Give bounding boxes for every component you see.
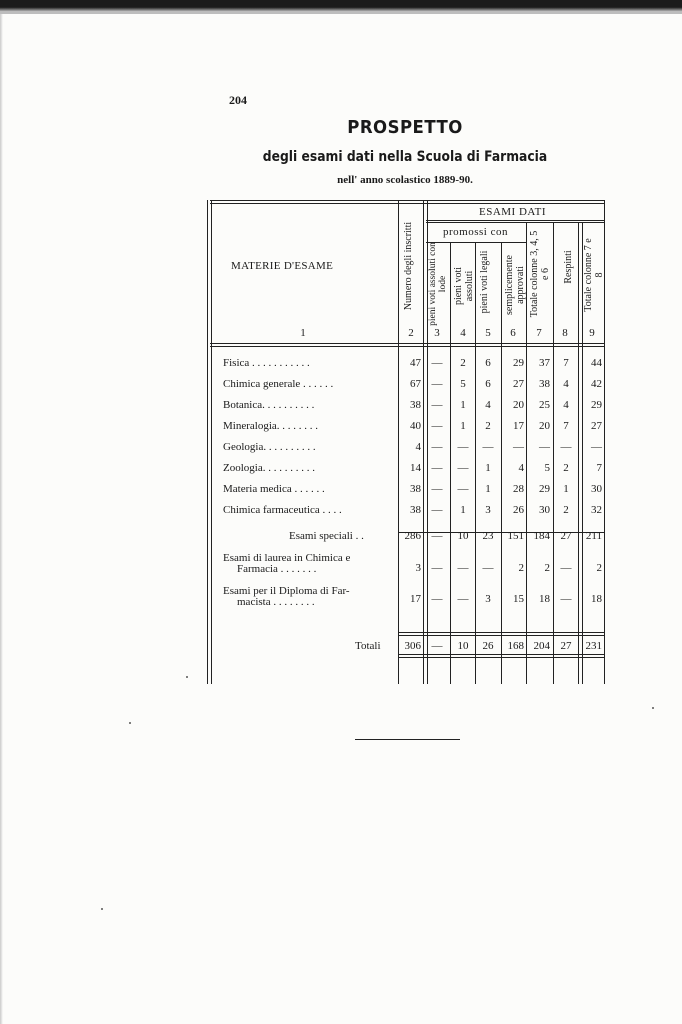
cell-approvati: 26 [513,504,524,516]
closing-rule [355,739,460,740]
cell-legali: 6 [485,357,491,369]
cell-tot: 25 [539,399,550,411]
cell-assoluti: 1 [460,504,466,516]
header-esami-dati: ESAMI DATI [479,206,547,218]
cell-tot: 30 [539,504,550,516]
cell-respinti: 4 [563,378,569,390]
header-approvati [504,246,526,324]
cell-lode: — [431,357,443,369]
cell-lode: — [431,378,443,390]
colnum-7: 7 [536,327,542,339]
cell-iscritti: 4 [415,441,421,453]
header-rule-esami-2 [426,222,604,223]
cell-assoluti: 1 [460,420,466,432]
cell-assoluti: — [457,562,469,574]
cell-approvati: — [513,441,524,453]
cell-legali: 6 [485,378,491,390]
cell-tot: 38 [539,378,550,390]
colnum-6: 6 [510,327,516,339]
cell-legali: 26 [482,640,494,652]
header-assoluti-text: pieni voti assoluti [453,266,475,306]
scan-speck [186,676,188,678]
cell-iscritti: 38 [410,483,421,495]
cell-approvati: 20 [513,399,524,411]
row-label: Botanica. . . . . . . . . . [223,399,315,411]
header-lode [428,242,448,326]
cell-approvati: 27 [513,378,524,390]
cell-iscritti: 14 [410,462,421,474]
cell-assoluti: — [457,483,469,495]
cell-respinti: 2 [563,504,569,516]
cell-tot2: 211 [585,530,602,542]
cell-assoluti: 1 [460,399,466,411]
cell-lode: — [431,593,443,605]
cell-iscritti: 306 [404,640,421,652]
cell-legali: 3 [485,504,491,516]
page-title: PROSPETTO [347,117,463,138]
cell-tot: 18 [539,593,550,605]
cell-lode: — [431,504,443,516]
cell-assoluti: — [457,441,469,453]
cell-respinti: — [560,593,572,605]
cell-legali: 2 [485,420,491,432]
header-totale-78-text: Totale colonne 7 e 8 [583,238,605,312]
cell-tot: 20 [539,420,550,432]
scan-left-edge [0,14,3,1024]
colnum-4: 4 [460,327,466,339]
cell-approvati: 28 [513,483,524,495]
colnum-5: 5 [485,327,491,339]
cell-assoluti: 2 [460,357,466,369]
cell-respinti: 1 [563,483,569,495]
cell-tot: 29 [539,483,550,495]
scan-top-edge [0,0,682,12]
scan-speck [129,722,131,724]
cell-tot2: 29 [591,399,602,411]
row-label: macista . . . . . . . . [237,596,315,608]
header-iscritti: Numero degli inscritti [403,221,414,311]
cell-tot2: — [591,441,602,453]
table-top-border-inner [210,203,605,204]
cell-assoluti: — [457,462,469,474]
colnum-3: 3 [434,327,440,339]
cell-tot: 2 [544,562,550,574]
row-label: Zoologia. . . . . . . . . . [223,462,315,474]
row-label: Chimica farmaceutica . . . . [223,504,342,516]
cell-tot: 204 [533,640,550,652]
cell-tot2: 2 [596,562,602,574]
cell-lode: — [431,441,443,453]
row-label: Materia medica . . . . . . [223,483,325,495]
row-label: Mineralogia. . . . . . . . [223,420,319,432]
cell-assoluti: 5 [460,378,466,390]
cell-tot2: 32 [591,504,602,516]
cell-respinti: — [560,562,572,574]
header-legali-text: pieni voti legali [479,250,490,314]
page-subtitle: degli esami dati nella Scuola di Farmacia [262,149,548,165]
school-year: nell' anno scolastico 1889-90. [337,174,473,186]
cell-respinti: — [560,441,572,453]
cell-approvati: 17 [513,420,524,432]
cell-tot: 184 [533,530,550,542]
header-rule-esami [426,220,604,221]
header-approvati-text: semplicemente approvati [504,255,526,315]
cell-assoluti: — [457,593,469,605]
cell-tot2: 42 [591,378,602,390]
cell-approvati: 29 [513,357,524,369]
cell-respinti: 4 [563,399,569,411]
cell-lode: — [431,562,443,574]
header-lode-text: pieni voti assoluti con lode [428,242,448,326]
page-number: 204 [229,93,247,107]
cell-iscritti: 67 [410,378,421,390]
cell-approvati: 168 [507,640,524,652]
cell-assoluti: 10 [457,530,469,542]
cell-respinti: 2 [563,462,569,474]
cell-tot: 5 [544,462,550,474]
cell-legali: 3 [485,593,491,605]
col-sep-7 [553,222,554,684]
cell-legali: 4 [485,399,491,411]
scan-speck [652,707,654,709]
cell-legali: — [482,441,494,453]
header-legali [479,246,490,318]
header-bottom-rule [210,343,604,347]
scan-speck [101,908,103,910]
cell-tot2: 231 [585,640,602,652]
row-label: Esami speciali . . [289,530,364,542]
colnum-8: 8 [562,327,568,339]
colnum-2: 2 [408,327,414,339]
header-totale-3456 [529,228,551,320]
header-assoluti [453,252,475,320]
scan-top-edge-line [0,12,682,14]
totali-bottom-rule [398,654,604,658]
cell-respinti: 7 [563,357,569,369]
row-label: Chimica generale . . . . . . [223,378,334,390]
row-label: Totali [355,640,381,652]
header-totale-78 [583,236,605,314]
header-totale-3456-text: Totale colonne 3, 4, 5 e 6 [529,230,551,318]
colnum-9: 9 [589,327,595,339]
col-sep-6 [526,222,527,684]
cell-iscritti: 40 [410,420,421,432]
cell-lode: — [431,483,443,495]
cell-legali: — [482,562,494,574]
cell-respinti: 27 [560,530,572,542]
cell-approvati: 15 [513,593,524,605]
cell-lode: — [431,420,443,432]
row-label: Esami di laurea in Chimica e [223,552,351,564]
cell-tot: 37 [539,357,550,369]
row-label: Fisica . . . . . . . . . . . [223,357,310,369]
row-label: Geologia. . . . . . . . . . [223,441,316,453]
colnum-1: 1 [300,327,306,339]
cell-respinti: 27 [560,640,572,652]
totali-top-rule [398,632,604,636]
cell-legali: 1 [485,483,491,495]
cell-iscritti: 38 [410,399,421,411]
cell-assoluti: 10 [457,640,469,652]
row-label: Esami per il Diploma di Far- [223,585,350,597]
cell-tot2: 7 [596,462,602,474]
cell-tot2: 27 [591,420,602,432]
cell-iscritti: 3 [415,562,421,574]
cell-legali: 23 [482,530,494,542]
cell-tot2: 44 [591,357,602,369]
cell-approvati: 151 [507,530,524,542]
cell-iscritti: 38 [410,504,421,516]
header-promossi-con: promossi con [443,226,508,238]
row-label: Farmacia . . . . . . . [237,563,317,575]
cell-lode: — [431,640,443,652]
table-left-border [207,200,212,684]
header-materie: MATERIE D'ESAME [231,260,334,272]
exam-table [207,200,607,686]
cell-lode: — [431,399,443,411]
cell-tot: — [539,441,550,453]
cell-approvati: 2 [518,562,524,574]
cell-lode: — [431,462,443,474]
cell-iscritti: 17 [410,593,421,605]
cell-iscritti: 286 [404,530,421,542]
table-top-border [210,200,605,201]
cell-tot2: 30 [591,483,602,495]
header-respinti: Respinti [563,250,574,284]
cell-tot2: 18 [591,593,602,605]
cell-respinti: 7 [563,420,569,432]
cell-lode: — [431,530,443,542]
cell-legali: 1 [485,462,491,474]
cell-approvati: 4 [518,462,524,474]
cell-iscritti: 47 [410,357,421,369]
